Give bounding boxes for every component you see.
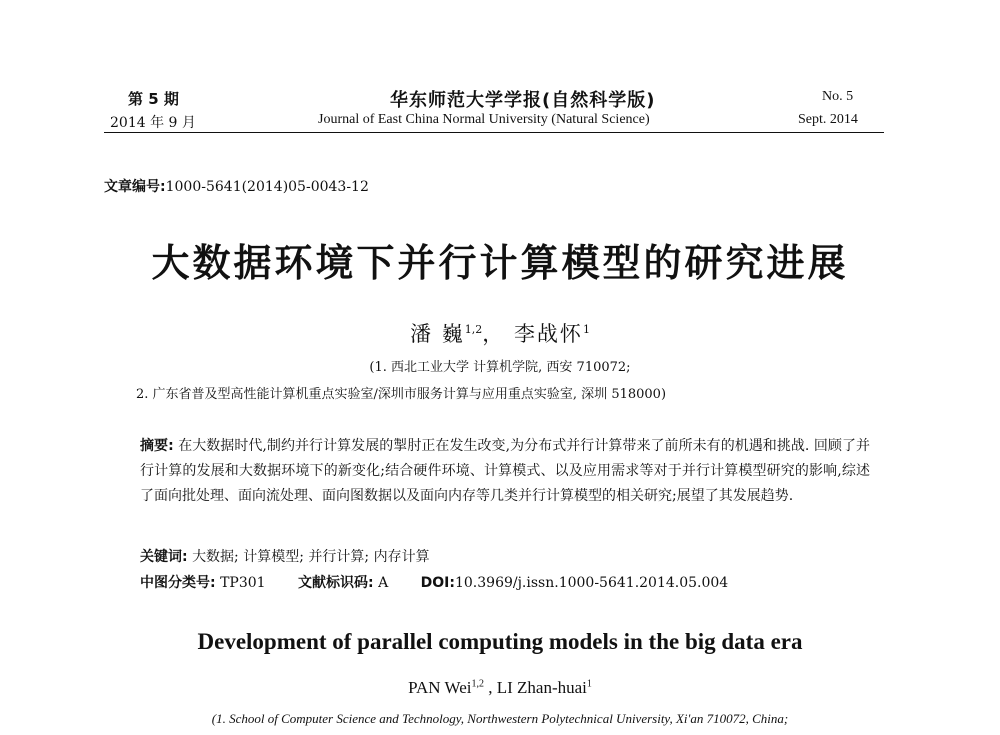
author-1-cn: 潘 巍 xyxy=(410,322,465,346)
affiliation-en: (1. School of Computer Science and Technology, Northwestern Polytechnical University, Xi'an 710072, China; xyxy=(211,711,789,726)
article-number-value: 1000-5641(2014)05-0043-12 xyxy=(165,179,369,195)
abstract-label: 摘要: xyxy=(140,438,174,454)
author-1-sup-en: 1,2 xyxy=(471,678,484,690)
authors-cn xyxy=(0,318,1000,348)
article-number-label: 文章编号: xyxy=(104,179,166,195)
doc-code-label: 文献标识码: xyxy=(298,575,374,591)
author-1-en: PAN Wei xyxy=(408,678,472,697)
issue-date-en: Sept. 2014 xyxy=(798,112,858,127)
issue-number-cn: 第 5 期 xyxy=(128,90,179,108)
author-separator-en: , xyxy=(488,678,493,697)
journal-name-cn: 华东师范大学学报(自然科学版) xyxy=(390,90,656,111)
doi-label: DOI: xyxy=(420,575,455,591)
author-2-cn: 李战怀 xyxy=(513,322,583,346)
paper-title-cn: 大数据环境下并行计算模型的研究进展 xyxy=(151,241,849,285)
issue-number-en: No. 5 xyxy=(822,89,854,104)
author-2-sup-cn: 1 xyxy=(582,323,590,336)
article-number xyxy=(104,176,369,196)
affiliation-cn-line1: (1. 西北工业大学 计算机学院, 西安 710072; xyxy=(369,360,631,375)
paper-title-en: Development of parallel computing models in the big data era xyxy=(197,629,803,654)
header-rule xyxy=(104,132,884,133)
keywords-text: 大数据; 计算模型; 并行计算; 内存计算 xyxy=(192,549,430,565)
journal-name-en: Journal of East China Normal University (Natural Science) xyxy=(318,112,650,127)
clc-label: 中图分类号: xyxy=(140,575,216,591)
issue-date-cn: 2014 年 9 月 xyxy=(110,115,196,131)
author-2-en: LI Zhan-huai xyxy=(496,678,587,697)
doi-value[interactable]: 10.3969/j.issn.1000-5641.2014.05.004 xyxy=(454,575,729,591)
classification-line xyxy=(140,572,728,592)
doc-code-value: A xyxy=(378,575,389,591)
keywords-cn xyxy=(140,546,430,566)
author-1-sup-cn: 1,2 xyxy=(464,323,483,336)
abstract-text: 在大数据时代,制约并行计算发展的掣肘正在发生改变,为分布式并行计算带来了前所未有的机遇和挑战. 回顾了并行计算的发展和大数据环境下的新变化;结合硬件环境、计算模式、以及应用需求等对于并行计算模型研究的影响,综述了面向批处理、面向流处理、面向图数据以及面向内存等几类并行计算模型的相关研究;展望了其发展趋势. xyxy=(140,438,870,504)
affiliation-cn-line2: 2. 广东省普及型高性能计算机重点实验室/深圳市服务计算与应用重点实验室, 深圳 518000) xyxy=(136,387,667,402)
author-2-sup-en: 1 xyxy=(586,678,592,690)
clc-value: TP301 xyxy=(220,575,266,591)
keywords-label: 关键词: xyxy=(140,549,188,565)
abstract-cn xyxy=(140,434,870,509)
authors-en xyxy=(0,678,1000,698)
author-separator-cn: ， xyxy=(482,322,506,346)
